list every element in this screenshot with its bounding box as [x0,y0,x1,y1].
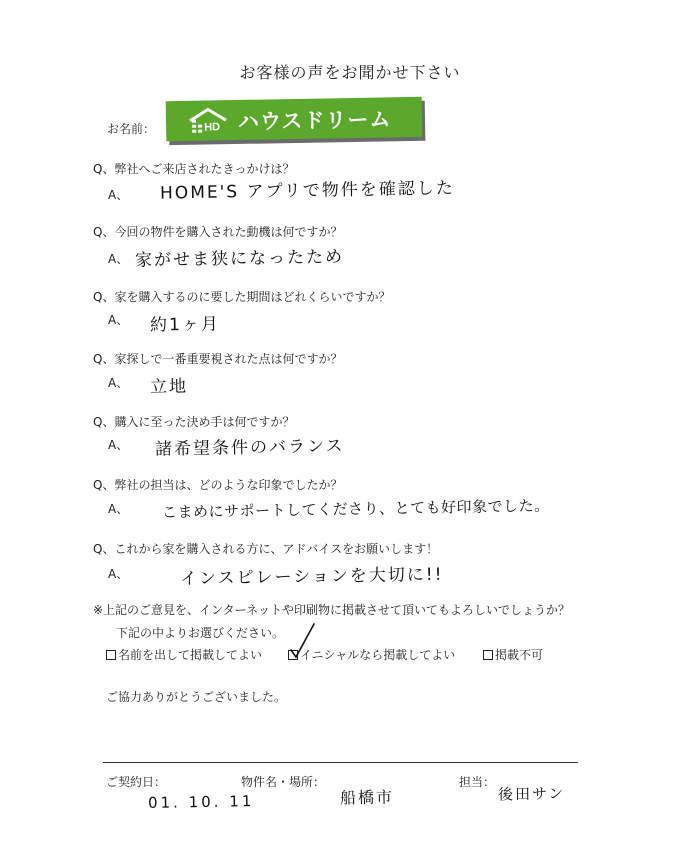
answer-label-2: A、 [108,252,129,266]
staff-label: 担当： [459,775,496,789]
answer-label-1: A、 [108,188,129,202]
question-7: Q、これから家を購入される方に、アドバイスをお願いします！ [93,542,439,556]
question-2: Q、今回の物件を購入された動機は何ですか？ [93,225,343,239]
option-name-ok-label: 名前を出して掲載してよい [118,648,263,662]
answer-label-4: A、 [108,376,129,390]
logo-text: HD [204,121,221,134]
answer-label-5: A、 [108,438,129,452]
question-3: Q、家を購入するのに要した期間はどれくらいですか？ [93,290,391,304]
question-1: Q、弊社へご来店されたきっかけは？ [93,162,295,176]
option-name-ok[interactable] [106,646,262,663]
consent-question: ※上記のご意見を、インターネットや印刷物に掲載させて頂いてもよろしいでしょうか？ [93,603,570,617]
answer-3: 約1ヶ月 [149,314,221,336]
answer-1: HOME'S アプリで物件を確認した [159,178,455,204]
answer-label-7: A、 [108,567,129,581]
option-initials-ok-label: イニシャルなら掲載してよい [300,648,456,662]
contract-date-label: ご契約日： [106,775,167,789]
name-label: お名前： [107,122,156,136]
consent-instruction: 下記の中よりお選びください。 [116,626,285,640]
option-not-allowed[interactable] [483,646,543,663]
question-5: Q、購入に至った決め手は何ですか？ [93,415,295,429]
checkbox-not-allowed[interactable] [483,650,493,660]
property-label: 物件名・場所： [241,775,326,789]
question-4: Q、家探しで一番重要視された点は何ですか？ [93,352,343,366]
answer-4: 立地 [149,376,189,398]
answer-6: こまめにサポートしてくださり、とても好印象でした。 [161,496,550,522]
page-title: お客様の声をお聞かせ下さい [239,63,461,82]
checkmark-icon [288,622,318,660]
company-banner [166,97,423,141]
thanks-text: ご協力ありがとうございました。 [106,690,287,704]
company-name: ハウスドリーム [237,108,392,134]
answer-label-3: A、 [108,313,129,327]
checkbox-name-ok[interactable] [106,650,116,660]
answer-7: インスピレーションを大切に!! [179,564,444,590]
answer-2: 家がせま狭になったため [134,247,345,271]
footer-divider [103,762,578,763]
property-value: 船橋市 [339,787,395,808]
option-not-allowed-label: 掲載不可 [495,648,544,662]
question-6: Q、弊社の担当は、どのような印象でしたか？ [93,478,343,492]
answer-5: 諸希望条件のバランス [154,436,345,460]
contract-date-value: 01. 10. 11 [147,792,255,812]
answer-label-6: A、 [108,502,129,516]
staff-value: 後田サン [497,784,566,804]
house-logo-icon [188,107,228,134]
